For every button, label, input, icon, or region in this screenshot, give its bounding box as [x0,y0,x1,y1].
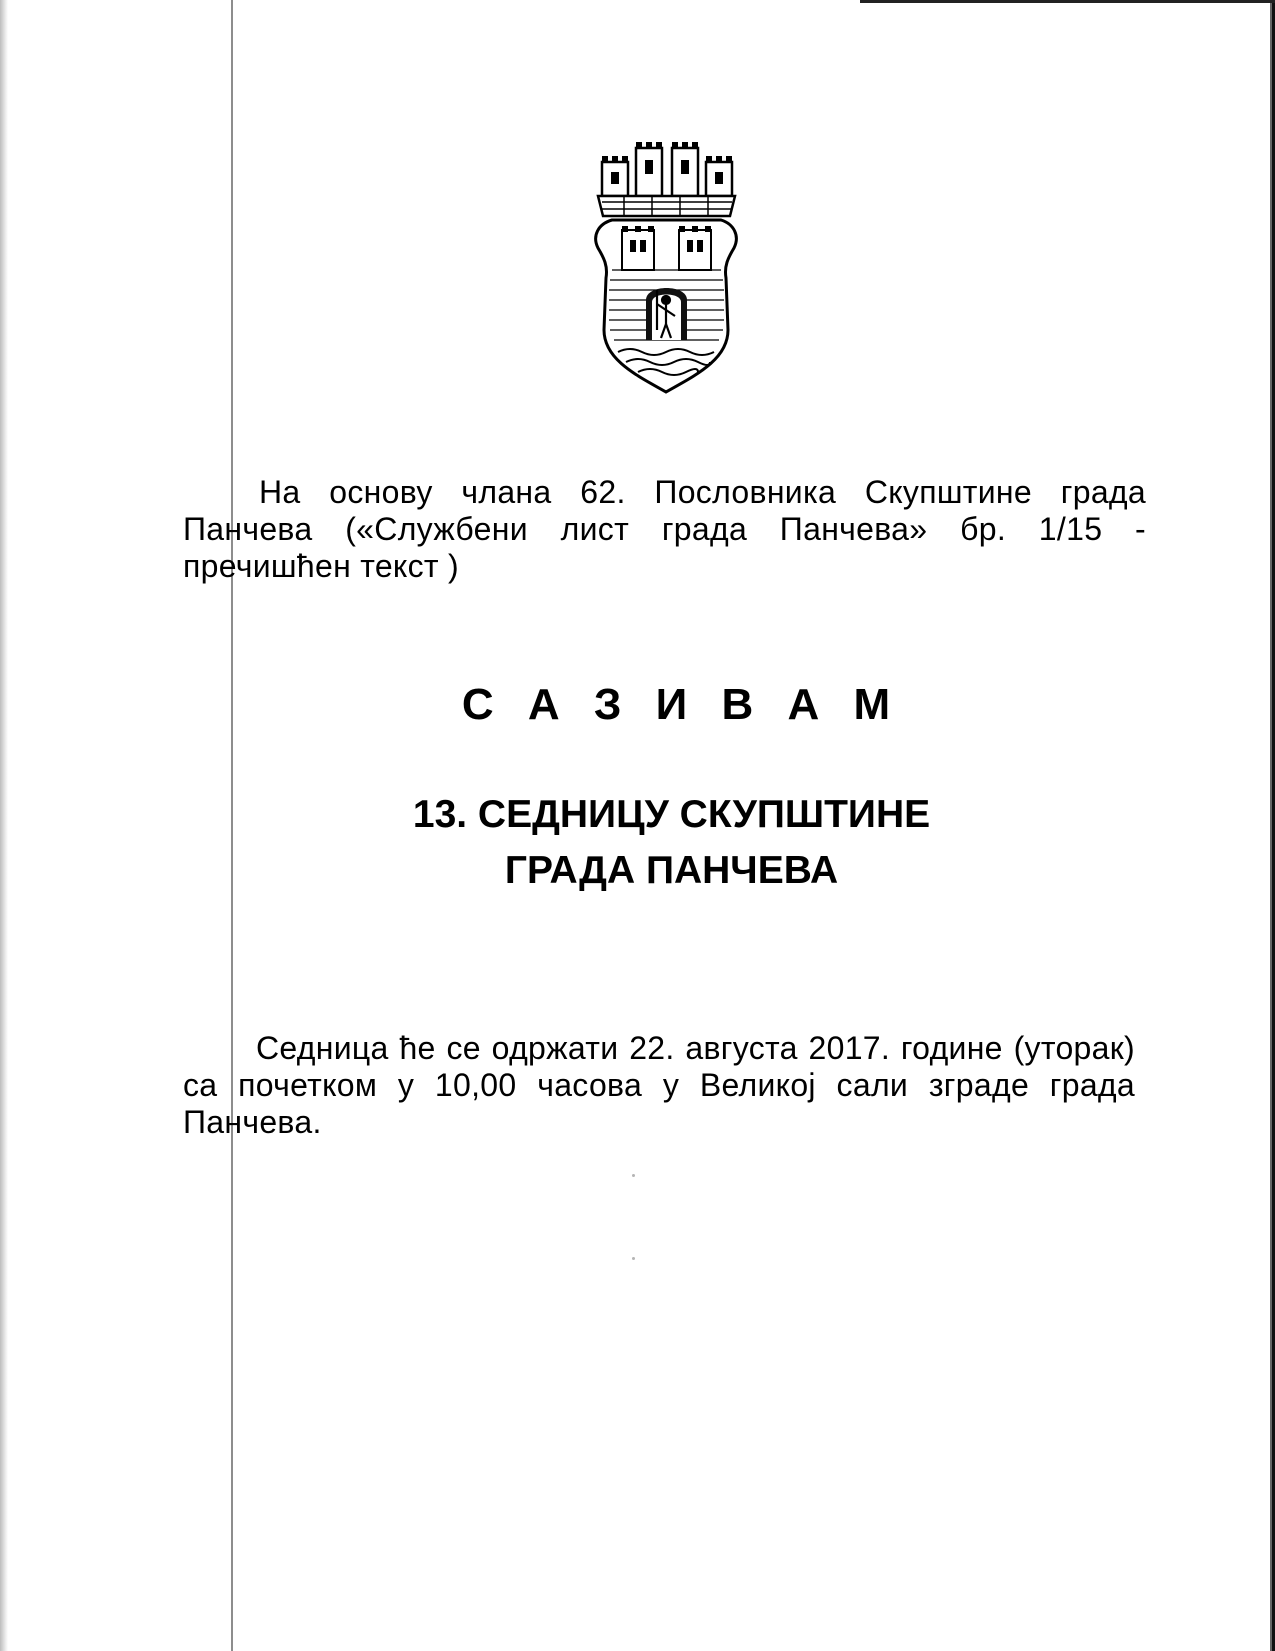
intro-paragraph: На основу члана 62. Пословника Скупштине града Панчева («Службени лист града Панчева» бр. 1/15 - пречишћен текст ) [183,474,1146,584]
scan-speck [632,1174,635,1177]
coat-of-arms-icon [594,140,739,395]
session-heading-line2: ГРАДА ПАНЧЕВА [504,849,839,892]
session-details-paragraph: Седница ће се одржати 22. августа 2017. године (уторак) са почетком у 10,00 часова у Великој сали зграде града Панчева. [183,1030,1135,1140]
session-heading-line1: 13. СЕДНИЦУ СКУПШТИНЕ [412,793,931,836]
scan-edge-right [1265,0,1275,1651]
page-title: С А З И В А М [461,680,902,729]
scan-edge-left [0,0,8,1651]
session-heading [190,787,1153,899]
scan-speck [632,1257,635,1260]
scan-edge-top [860,0,1275,3]
